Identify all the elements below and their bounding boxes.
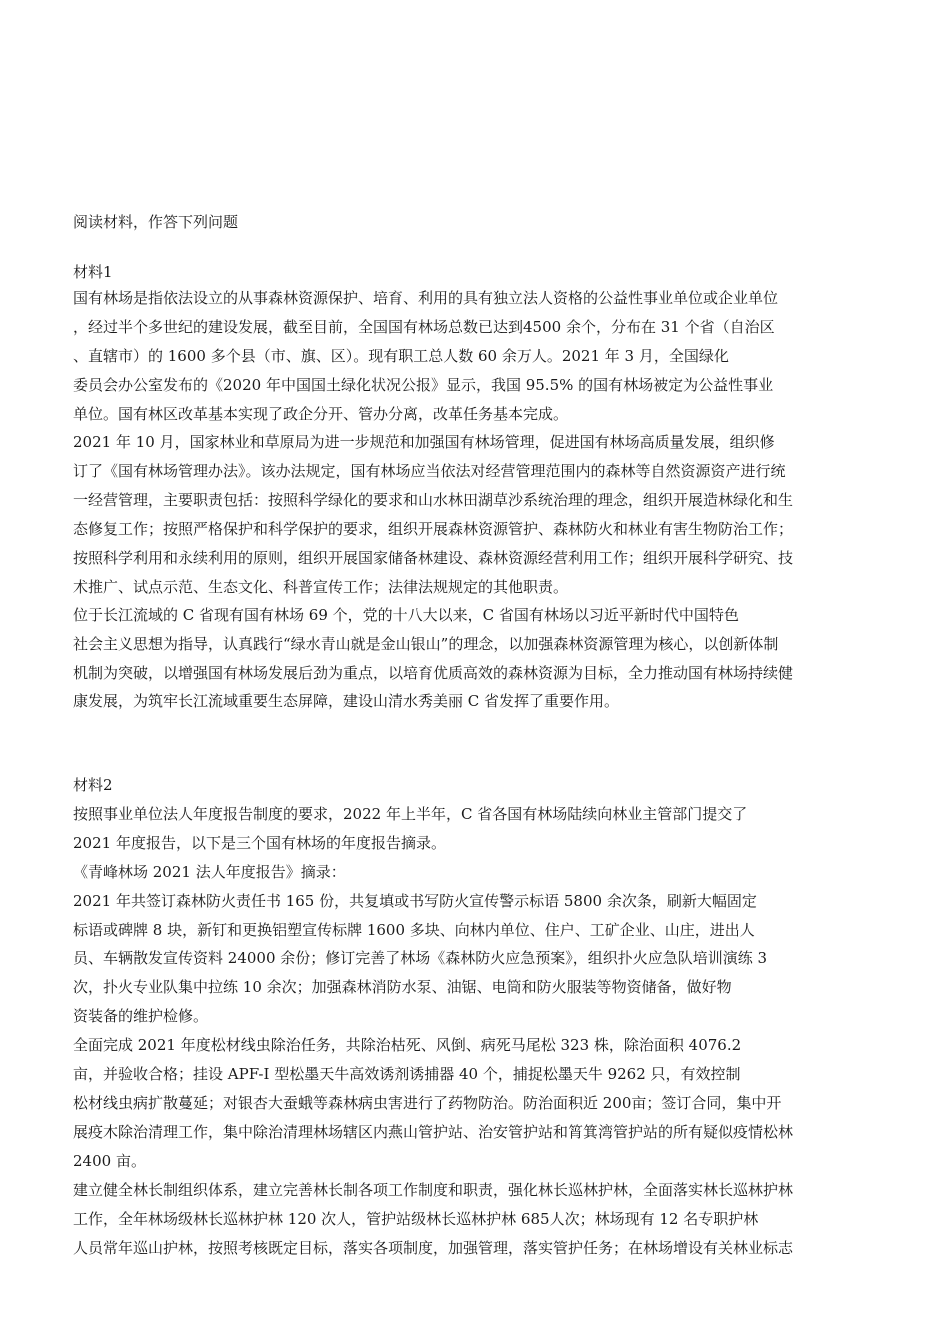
- material-1-line: 委员会办公室发布的《2020 年中国国土绿化状况公报》显示，我国 95.5% 的国有林场被定为公益性事业: [73, 376, 774, 394]
- material-1-line: 、直辖市）的 1600 多个县（市、旗、区）。现有职工总人数 60 余万人。2021 年 3 月，全国绿化: [73, 347, 729, 365]
- material-1-line: 2021 年 10 月，国家林业和草原局为进一步规范和加强国有林场管理，促进国有林场高质量发展，组织修: [73, 433, 775, 451]
- material-1-line: 康发展，为筑牢长江流域重要生态屏障，建设山清水秀美丽 C 省发挥了重要作用。: [73, 692, 620, 710]
- material-2-line: 按照事业单位法人年度报告制度的要求，2022 年上半年，C 省各国有林场陆续向林业主管部门提交了: [73, 805, 748, 823]
- material-2-line: 全面完成 2021 年度松材线虫除治任务，共除治枯死、风倒、病死马尾松 323 株，除治面积 4076.2: [73, 1036, 742, 1054]
- material-2-line: 次，扑火专业队集中拉练 10 余次；加强森林消防水泵、油锯、电筒和防火服装等物资储备，做好物: [73, 978, 732, 996]
- material-2-line: 松材线虫病扩散蔓延；对银杏大蚕蛾等森林病虫害进行了药物防治。防治面积近 200亩；签订合同，集中开: [73, 1094, 782, 1112]
- material-2-line: 标语或碑牌 8 块，新钉和更换铝塑宣传标牌 1600 多块、向林内单位、住户、工矿企业、山庄，进出人: [73, 921, 755, 939]
- material-2-line: 建立健全林长制组织体系，建立完善林长制各项工作制度和职责，强化林长巡林护林，全面落实林长巡林护林: [73, 1181, 794, 1199]
- material-1-line: 态修复工作；按照严格保护和科学保护的要求，组织开展森林资源管护、森林防火和林业有害生物防治工作；: [73, 520, 794, 538]
- material-1-line: 社会主义思想为指导，认真践行“绿水青山就是金山银山”的理念，以加强森林资源管理为核心，以创新体制: [73, 635, 779, 653]
- material-1-line: 单位。国有林区改革基本实现了政企分开、管办分离，改革任务基本完成。: [73, 405, 569, 423]
- material-2-line: 2400 亩。: [73, 1152, 146, 1170]
- material-2-line: 亩，并验收合格；挂设 APF-I 型松墨天牛高效诱剂诱捕器 40 个，捕捉松墨天牛 9262 只，有效控制: [73, 1065, 741, 1083]
- material-2-line: 展疫木除治清理工作，集中除治清理林场辖区内燕山管护站、治安管护站和筲箕湾管护站的所有疑似疫情松林: [73, 1123, 794, 1141]
- material-1-line: 术推广、试点示范、生态文化、科普宣传工作；法律法规规定的其他职责。: [73, 578, 569, 596]
- material-2-line: 2021 年共签订森林防火责任书 165 份，共复填或书写防火宣传警示标语 5800 余次条，刷新大幅固定: [73, 892, 757, 910]
- material-1-line: 位于长江流域的 C 省现有国有林场 69 个，党的十八大以来，C 省国有林场以习近平新时代中国特色: [73, 606, 739, 624]
- material-1-line: 机制为突破，以增强国有林场发展后劲为重点，以培育优质高效的森林资源为目标，全力推动国有林场持续健: [73, 664, 794, 682]
- material-2-line: 员、车辆散发宣传资料 24000 余份；修订完善了林场《森林防火应急预案》，组织扑火应急队培训演练 3: [73, 949, 768, 967]
- material-2-line: 2021 年度报告，以下是三个国有林场的年度报告摘录。: [73, 834, 446, 852]
- material-1-line: 国有林场是指依法设立的从事森林资源保护、培育、利用的具有独立法人资格的公益性事业单位或企业单位: [73, 289, 779, 307]
- material-2-title: 材料2: [73, 776, 113, 794]
- material-2-line: 工作，全年林场级林长巡林护林 120 次人，管护站级林长巡林护林 685人次；林场现有 12 名专职护林: [73, 1210, 759, 1228]
- material-2-line: 资装备的维护检修。: [73, 1007, 209, 1025]
- material-2-line: 人员常年巡山护林，按照考核既定目标，落实各项制度，加强管理，落实管护任务；在林场增设有关林业标志: [73, 1239, 794, 1257]
- material-2-line: 《青峰林场 2021 法人年度报告》摘录：: [73, 863, 346, 881]
- material-1-line: 一经营管理，主要职责包括：按照科学绿化的要求和山水林田湖草沙系统治理的理念，组织开展造林绿化和生: [73, 491, 794, 509]
- material-1-title: 材料1: [73, 263, 113, 281]
- material-1-line: 订了《国有林场管理办法》。该办法规定，国有林场应当依法对经营管理范围内的森林等自然资源资产进行统: [73, 462, 786, 480]
- material-1-line: ，经过半个多世纪的建设发展，截至目前，全国国有林场总数已达到4500 余个，分布在 31 个省（自治区: [73, 318, 775, 336]
- instruction-heading: 阅读材料，作答下列问题: [73, 213, 239, 231]
- material-1-line: 按照科学利用和永续利用的原则，组织开展国家储备林建设、森林资源经营利用工作；组织开展科学研究、技: [73, 549, 794, 567]
